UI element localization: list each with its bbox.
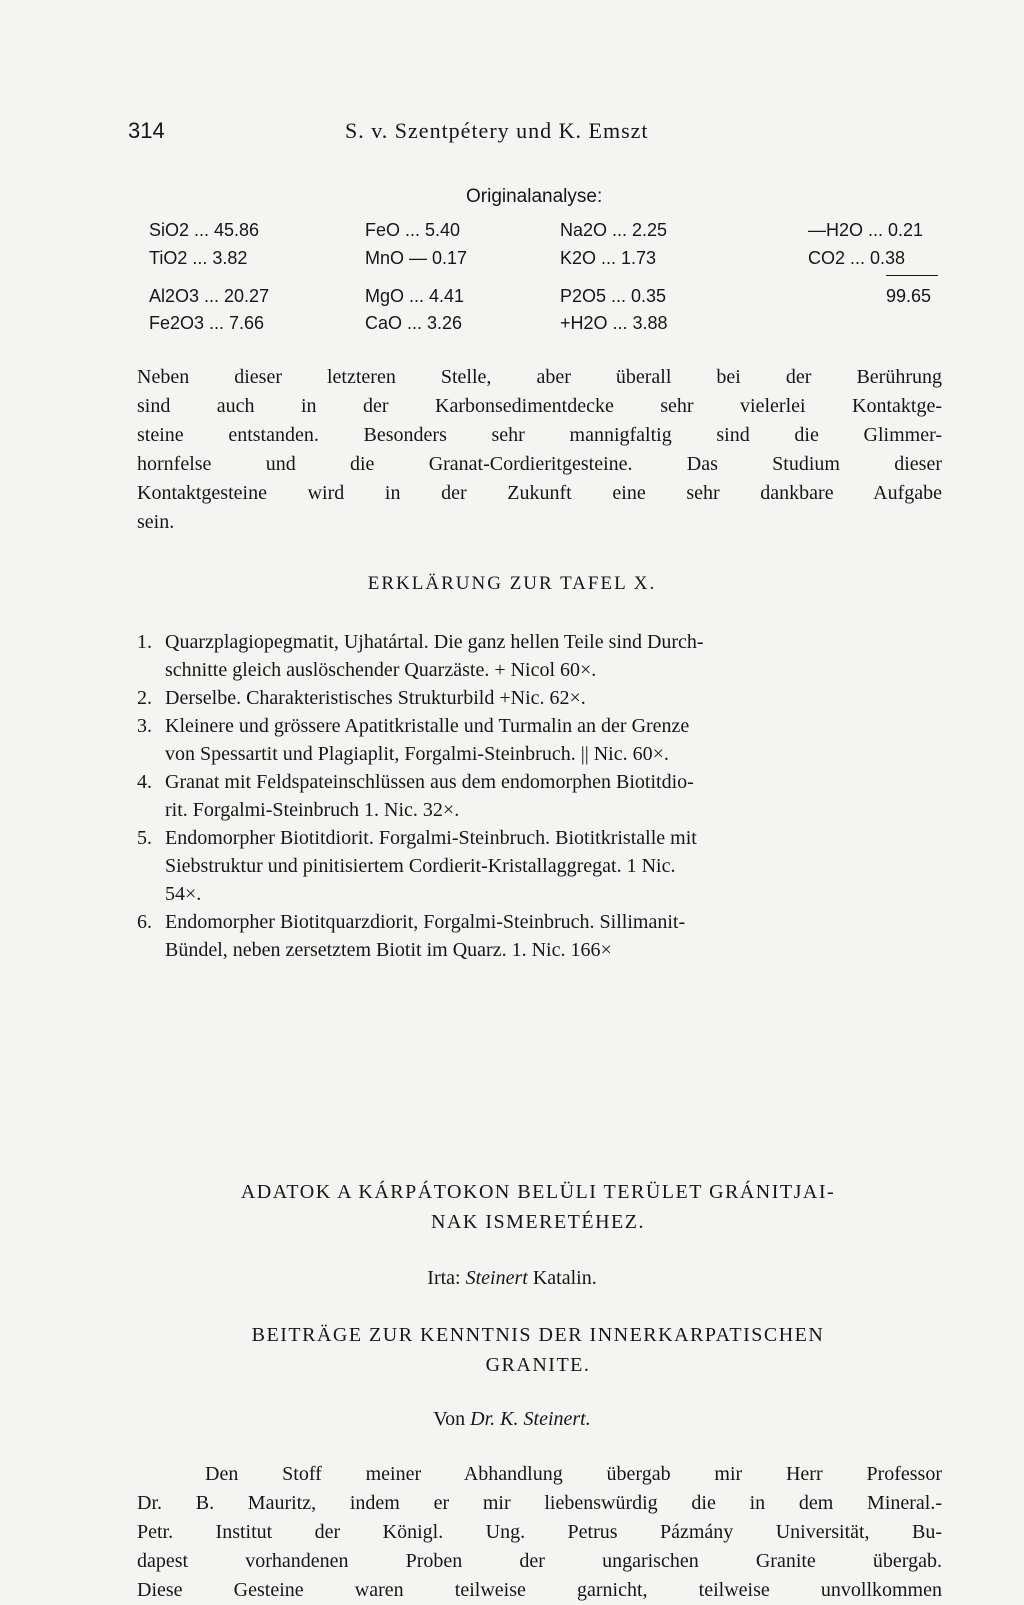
author-given: Katalin. [532, 1267, 597, 1289]
text-line: von Spessartit und Plagiaplit, Forgalmi-Steinbruch. || Nic. 60×. [165, 743, 669, 765]
list-item [137, 824, 942, 908]
title-line: BEITRÄGE ZUR KENNTNIS DER INNERKARPATISCHEN [251, 1324, 825, 1346]
analysis-cell: K2O ... 1.73 [560, 248, 657, 268]
author-name: Dr. K. Steinert. [470, 1408, 591, 1430]
byline-prefix: Von [433, 1408, 466, 1430]
analysis-cell: P2O5 ... 0.35 [560, 286, 667, 306]
analysis-cell: —H2O ... 0.21 [808, 220, 924, 240]
list-item [137, 768, 942, 824]
text-line: schnitte gleich auslöschender Quarzäste. + Nicol 60×. [165, 659, 597, 681]
plate-explanation-list [137, 628, 942, 964]
german-article-title [138, 1320, 938, 1380]
analysis-cell: SiO2 ... 45.86 [149, 220, 260, 240]
text-line: Kleinere und grössere Apatitkristalle und Turmalin an der Grenze [165, 715, 690, 737]
analysis-title: Originalanalyse: [466, 186, 603, 207]
german-byline [0, 1408, 1024, 1431]
analysis-cell: Fe2O3 ... 7.66 [149, 313, 265, 333]
item-number: 2. [137, 687, 152, 709]
author-surname: Steinert [465, 1267, 528, 1289]
text-line: rit. Forgalmi-Steinbruch 1. Nic. 32×. [165, 799, 460, 821]
text-line: steine entstanden. Besonders sehr mannigfaltig sind die Glimmer- [137, 424, 942, 446]
text-line: Granat mit Feldspateinschlüssen aus dem endomorphen Biotitdio- [165, 771, 694, 793]
hungarian-byline [0, 1267, 1024, 1290]
text-line: hornfelse und die Granat-Cordieritgesteine. Das Studium dieser [137, 453, 942, 475]
list-item [137, 684, 942, 712]
analysis-total: 99.65 [886, 286, 932, 306]
analysis-cell: CaO ... 3.26 [365, 313, 463, 333]
analysis-cell: Al2O3 ... 20.27 [149, 286, 270, 306]
page-number: 314 [128, 118, 165, 143]
item-number: 6. [137, 911, 152, 933]
text-line: dapest vorhandenen Proben der ungarischen Granite übergab. [137, 1550, 942, 1572]
item-number: 4. [137, 771, 152, 793]
item-number: 3. [137, 715, 152, 737]
byline-prefix: Irta: [427, 1267, 461, 1289]
analysis-cell: +H2O ... 3.88 [560, 313, 668, 333]
item-number: 5. [137, 827, 152, 849]
text-line: Kontaktgesteine wird in der Zukunft eine sehr dankbare Aufgabe [137, 482, 942, 504]
text-line: sein. [137, 511, 175, 533]
analysis-cell: FeO ... 5.40 [365, 220, 461, 240]
text-line: 54×. [165, 883, 202, 905]
text-line: Endomorpher Biotitquarzdiorit, Forgalmi-Steinbruch. Sillimanit- [165, 911, 686, 933]
paragraph-contact-rocks [137, 363, 942, 537]
text-line: Dr. B. Mauritz, indem er mir liebenswürdig die in dem Mineral.- [137, 1492, 942, 1514]
title-line: GRANITE. [485, 1354, 591, 1376]
text-line: Diese Gesteine waren teilweise garnicht, teilweise unvollkommen [137, 1579, 942, 1601]
analysis-cell: CO2 ... 0.38 [808, 248, 906, 268]
item-number: 1. [137, 631, 152, 653]
header-authors: S. v. Szentpétery und K. Emszt [345, 118, 649, 143]
paragraph-introduction [137, 1460, 942, 1605]
title-line: ADATOK A KÁRPÁTOKON BELÜLI TERÜLET GRÁNITJAI- [240, 1181, 836, 1203]
text-line: sind auch in der Karbonsedimentdecke sehr vielerlei Kontaktge- [137, 395, 942, 417]
text-line: Siebstruktur und pinitisiertem Cordierit-Kristallaggregat. 1 Nic. [165, 855, 676, 877]
analysis-cell: MnO — 0.17 [365, 248, 468, 268]
analysis-cell: MgO ... 4.41 [365, 286, 465, 306]
text-line: Derselbe. Charakteristisches Strukturbild +Nic. 62×. [165, 687, 586, 709]
hungarian-article-title [138, 1177, 938, 1237]
list-item [137, 628, 942, 684]
list-item [137, 712, 942, 768]
title-line: NAK ISMERETÉHEZ. [431, 1211, 645, 1233]
analysis-cell: TiO2 ... 3.82 [149, 248, 248, 268]
text-line: Endomorpher Biotitdiorit. Forgalmi-Steinbruch. Biotitkristalle mit [165, 827, 697, 849]
text-line: Bündel, neben zersetztem Biotit im Quarz. 1. Nic. 166× [165, 939, 612, 961]
text-line: Petr. Institut der Königl. Ung. Petrus Pázmány Universität, Bu- [137, 1521, 942, 1543]
text-line: Den Stoff meiner Abhandlung übergab mir Herr Professor [205, 1463, 942, 1485]
plate-heading: ERKLÄRUNG ZUR TAFEL X. [367, 573, 657, 594]
text-line: Quarzplagiopegmatit, Ujhatártal. Die ganz hellen Teile sind Durch- [165, 631, 704, 653]
list-item [137, 908, 942, 964]
text-line: Neben dieser letzteren Stelle, aber überall bei der Berührung [137, 366, 942, 388]
total-rule [886, 275, 938, 276]
analysis-cell: Na2O ... 2.25 [560, 220, 668, 240]
